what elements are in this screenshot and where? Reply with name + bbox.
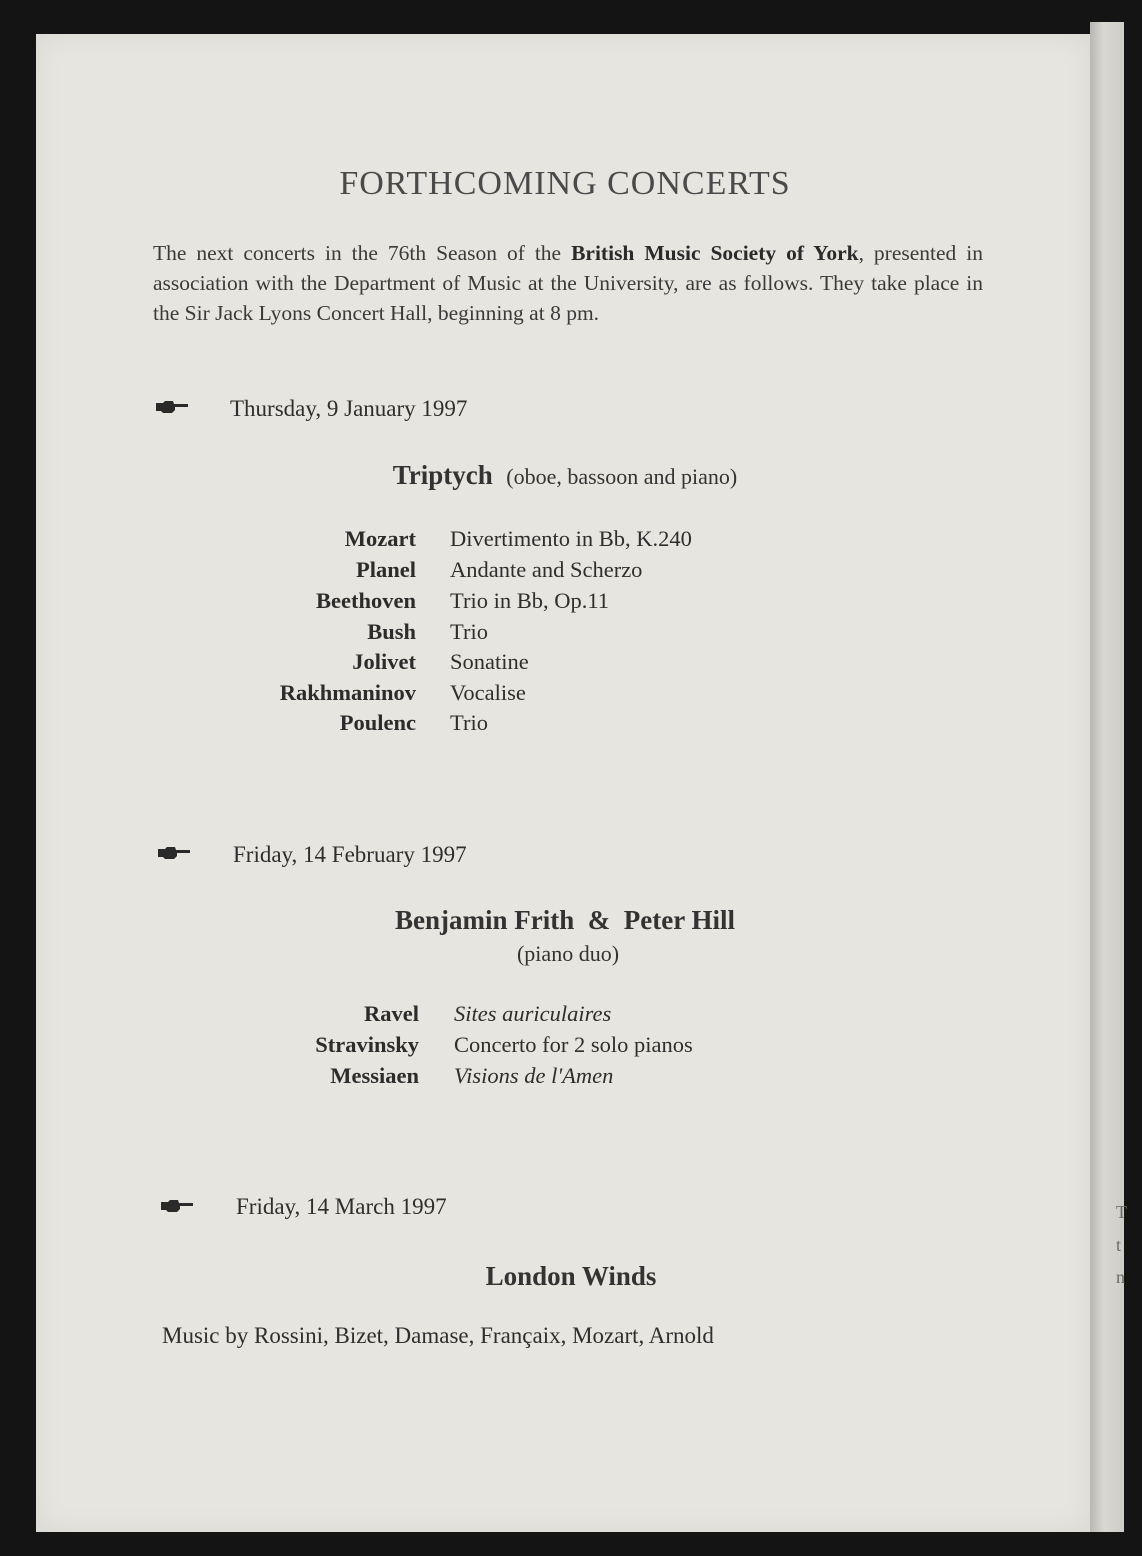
composer: Rakhmaninov bbox=[279, 680, 416, 705]
composer: Mozart bbox=[344, 526, 416, 551]
program-summary: Music by Rossini, Bizet, Damase, Françaix, Mozart, Arnold bbox=[162, 1323, 714, 1348]
composer: Messiaen bbox=[330, 1063, 419, 1088]
work-title: Trio bbox=[450, 619, 488, 644]
concert-date: Thursday, 9 January 1997 bbox=[230, 396, 468, 421]
composer: Beethoven bbox=[316, 588, 416, 613]
pointing-hand-icon bbox=[160, 1199, 194, 1215]
work-title: Visions de l'Amen bbox=[454, 1063, 614, 1088]
composer: Bush bbox=[367, 619, 416, 644]
intro-paragraph bbox=[153, 238, 983, 328]
intro-text-start: The next concerts in the 76th Season of the bbox=[153, 241, 572, 265]
society-name: British Music Society of York bbox=[571, 241, 859, 265]
ensemble-title: Benjamin Frith & Peter Hill bbox=[395, 905, 735, 935]
ensemble-instrumentation: (piano duo) bbox=[516, 941, 620, 966]
composer: Poulenc bbox=[339, 710, 416, 735]
ensemble-title: London Winds bbox=[485, 1261, 657, 1291]
work-title: Trio bbox=[450, 710, 488, 735]
composer: Stravinsky bbox=[315, 1032, 419, 1057]
ensemble-title: Triptych bbox=[392, 460, 493, 490]
work-title: Vocalise bbox=[450, 680, 526, 705]
facing-page-glyph: t bbox=[1116, 1235, 1122, 1255]
pointing-hand-icon bbox=[157, 846, 191, 862]
work-title: Trio in Bb, Op.11 bbox=[450, 588, 609, 613]
work-title: Sites auriculaires bbox=[454, 1001, 612, 1026]
ensemble-name bbox=[0, 460, 1130, 491]
intro-text-end: , presented in association with the Department of Music at the University, are as follows. They take place in the Sir Jack Lyons Concert Hall, beginning at 8 pm. bbox=[153, 241, 983, 325]
work-title: Divertimento in Bb, K.240 bbox=[450, 526, 692, 551]
composer: Ravel bbox=[364, 1001, 419, 1026]
work-title: Andante and Scherzo bbox=[450, 557, 643, 582]
concert-date: Friday, 14 March 1997 bbox=[236, 1194, 447, 1219]
composer: Planel bbox=[356, 557, 416, 582]
work-title: Sonatine bbox=[450, 649, 529, 674]
composer: Jolivet bbox=[352, 649, 416, 674]
page-title: FORTHCOMING CONCERTS bbox=[339, 165, 791, 202]
facing-page-glyph: T bbox=[1116, 1202, 1127, 1222]
facing-page-edge bbox=[1090, 22, 1127, 1532]
concert-date: Friday, 14 February 1997 bbox=[233, 842, 467, 867]
work-title: Concerto for 2 solo pianos bbox=[454, 1032, 693, 1057]
pointing-hand-icon bbox=[155, 400, 189, 416]
facing-page-glyph: n bbox=[1116, 1267, 1125, 1287]
ensemble-instrumentation: (oboe, bassoon and piano) bbox=[506, 464, 738, 489]
